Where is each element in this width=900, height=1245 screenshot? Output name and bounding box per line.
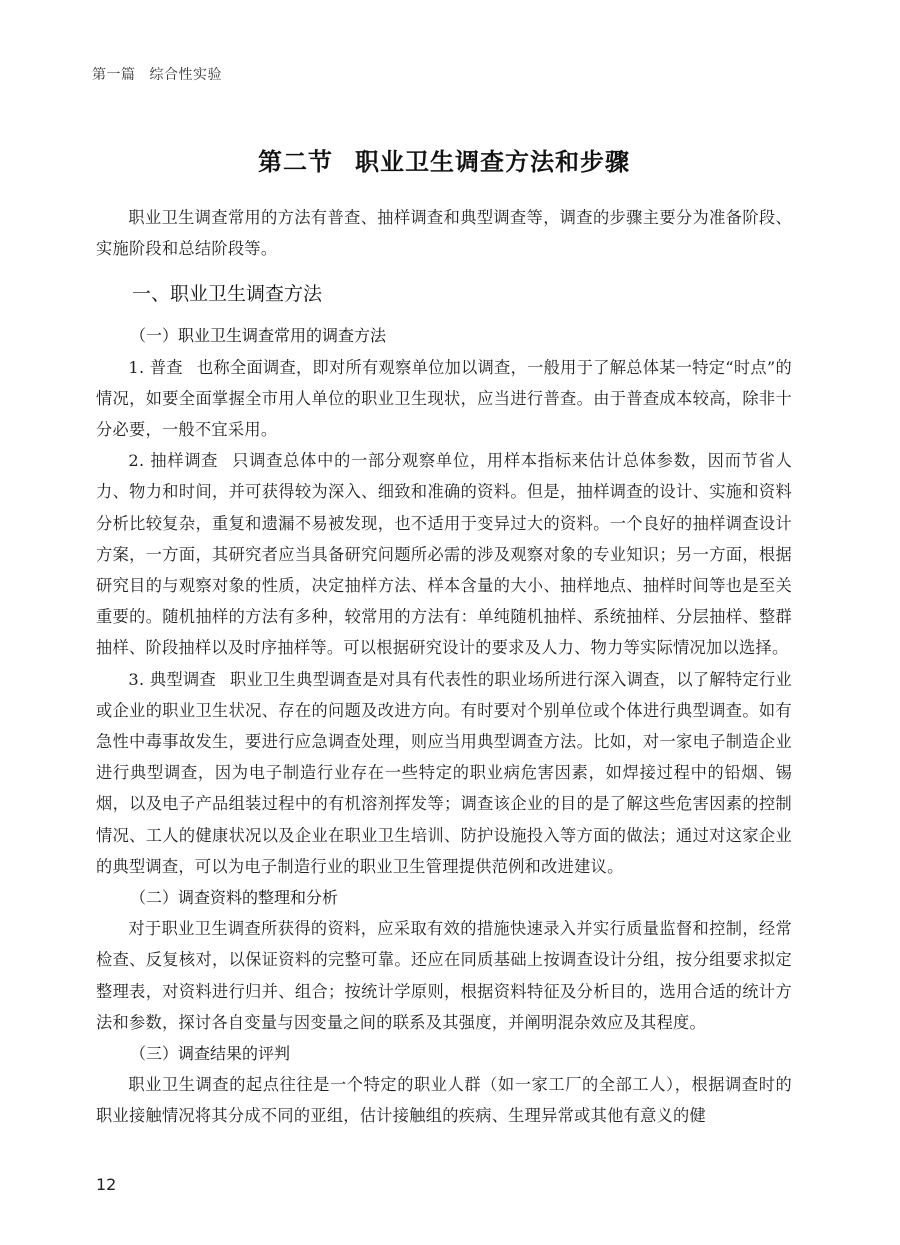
page-content bbox=[96, 140, 792, 1132]
running-head bbox=[92, 64, 222, 84]
subsection-1-title: （一）职业卫生调查常用的调查方法 bbox=[130, 326, 387, 346]
section-title bbox=[96, 140, 792, 184]
intro-paragraph: 职业卫生调查常用的方法有普查、抽样调查和典型调查等，调查的步骤主要分为准备阶段、实施阶段和总结阶段等。 bbox=[96, 208, 792, 259]
running-head-part-title: 综合性实验 bbox=[149, 67, 222, 83]
method-text: 职业卫生典型调查是对具有代表性的职业场所进行深入调查，以了解特定行业或企业的职业卫生状况、存在的问题及改进方向。有时要对个别单位或个体进行典型调查。如有急性中毒事故发生，要进行应急调查处理，则应当用典型调查方法。比如，对一家电子制造企业进行典型调查，因为电子制造行业存在一些特定的职业病危害因素，如焊接过程中的铅烟、锡烟，以及电子产品组装过程中的有机溶剂挥发等；调查该企业的目的是了解这些危害因素的控制情况、工人的健康状况以及企业在职业卫生培训、防护设施投入等方面的做法；通过对这家企业的典型调查，可以为电子制造行业的职业卫生管理提供范例和改进建议。 bbox=[96, 669, 792, 876]
method-term: 2. 抽样调查 bbox=[128, 451, 219, 471]
section-title-text: 职业卫生调查方法和步骤 bbox=[355, 148, 630, 176]
subsection-3-paragraph: 职业卫生调查的起点往往是一个特定的职业人群（如一家工厂的全部工人），根据调查时的职业接触情况将其分成不同的亚组，估计接触组的疾病、生理异常或其他有意义的健 bbox=[96, 1075, 792, 1126]
method-text: 也称全面调查，即对所有观察单位加以调查，一般用于了解总体某一特定“时点”的情况，如要全面掌握全市用人单位的职业卫生现状，应当进行普查。由于普查成本较高，除非十分必要，一般不宜采用。 bbox=[96, 357, 792, 440]
running-head-part: 第一篇 bbox=[92, 67, 136, 83]
method-item-sampling bbox=[96, 445, 792, 663]
method-item-typical bbox=[96, 664, 792, 882]
subsection-3-title: （三）调查结果的评判 bbox=[130, 1044, 291, 1064]
method-term: 3. 典型调查 bbox=[128, 669, 217, 689]
subsection-2-paragraph: 对于职业卫生调查所获得的资料，应采取有效的措施快速录入并实行质量监督和控制，经常检查、反复核对，以保证资料的完整可靠。还应在同质基础上按调查设计分组，按分组要求拟定整理表，对资料进行归并、组合；按统计学原则，根据资料特征及分析目的，选用合适的统计方法和参数，探讨各自变量与因变量之间的联系及其强度，并阐明混杂效应及其程度。 bbox=[96, 919, 792, 1032]
method-text: 只调查总体中的一部分观察单位，用样本指标来估计总体参数，因而节省人力、物力和时间，并可获得较为深入、细致和准确的资料。但是，抽样调查的设计、实施和资料分析比较复杂，重复和遗漏不易被发现，也不适用于变异过大的资料。一个良好的抽样调查设计方案，一方面，其研究者应当具备研究问题所必需的涉及观察对象的专业知识；另一方面，根据研究目的与观察对象的性质，决定抽样方法、样本含量的大小、抽样地点、抽样时间等也是至关重要的。随机抽样的方法有多种，较常用的方法有：单纯随机抽样、系统抽样、分层抽样、整群抽样、阶段抽样以及时序抽样等。可以根据研究设计的要求及人力、物力等实际情况加以选择。 bbox=[96, 451, 792, 658]
section-number: 第二节 bbox=[258, 148, 333, 176]
subsection-2-title: （二）调查资料的整理和分析 bbox=[130, 888, 339, 908]
method-item-census bbox=[96, 352, 792, 446]
heading-survey-methods: 一、职业卫生调查方法 bbox=[132, 283, 323, 306]
page-number: 12 bbox=[96, 1175, 117, 1194]
method-term: 1. 普查 bbox=[128, 357, 183, 377]
